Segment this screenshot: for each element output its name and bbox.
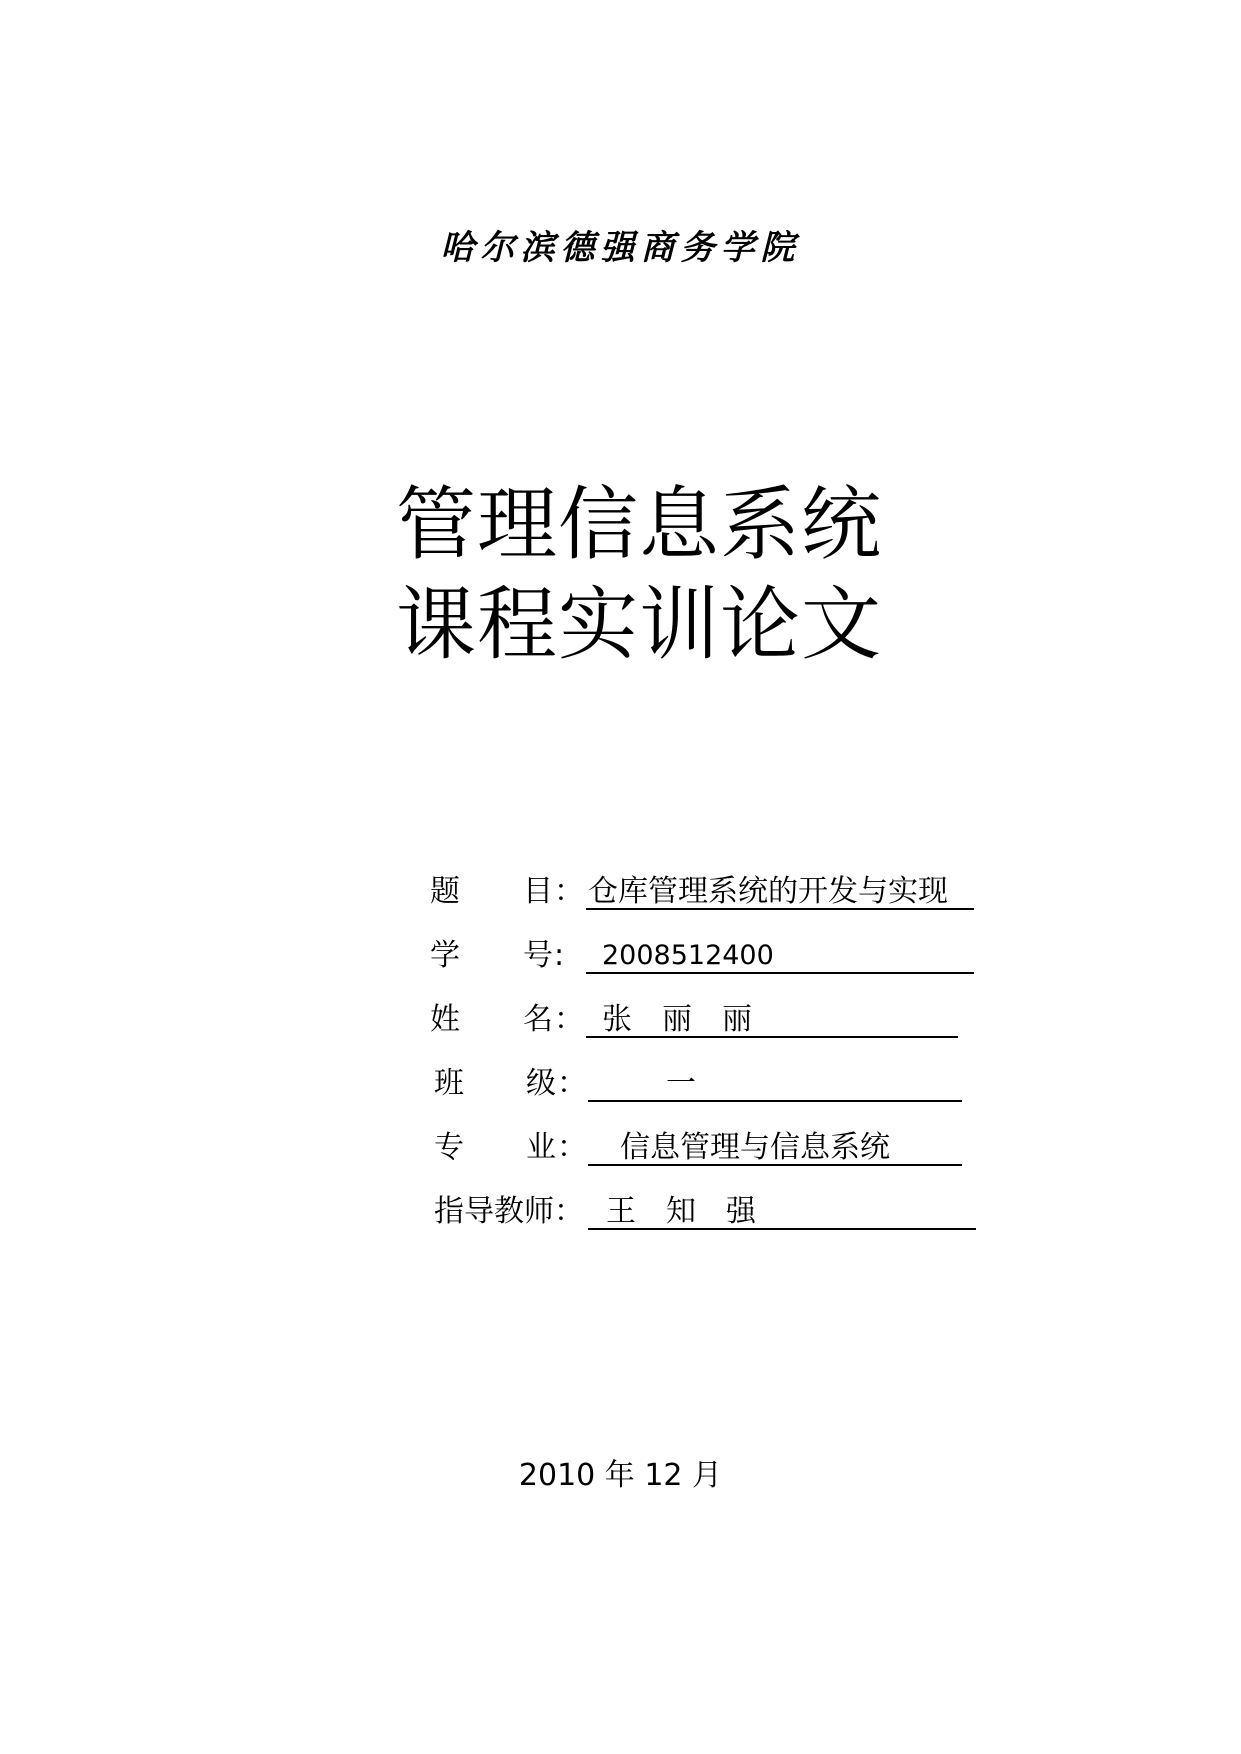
class-label-char-1: 班 [434,1066,464,1101]
student-id-label-char-2: 号 [523,938,553,973]
topic-value: 仓库管理系统的开发与实现 [586,870,974,910]
major-label-colon: ： [557,1130,587,1165]
title-line-1: 管理信息系统 [396,478,882,571]
major-value: 信息管理与信息系统 [588,1126,962,1166]
class-label-colon: ： [557,1066,587,1101]
class-label-char-2: 级 [526,1066,556,1101]
student-id-label-colon: : [554,938,565,973]
name-value: 张 丽 丽 [586,998,958,1038]
advisor-label: 指导教师： [434,1194,584,1229]
advisor-value: 王 知 强 [588,1190,976,1230]
info-row-name [430,998,990,1042]
name-label-colon: ： [554,1002,584,1037]
major-label-char-2: 业 [526,1130,556,1165]
info-row-topic [430,870,990,914]
topic-label-char-1: 题 [430,874,460,909]
name-label-char-2: 名 [523,1002,553,1037]
student-id-label-char-1: 学 [430,938,460,973]
info-row-major [430,1126,990,1170]
info-row-advisor [430,1190,990,1234]
title-line-2: 课程实训论文 [396,578,882,671]
class-value: 一 [588,1062,962,1102]
info-row-student-id [430,934,990,978]
submission-date: 2010 年 12 月 [518,1458,723,1493]
info-row-class [430,1062,990,1106]
student-id-value: 2008512400 [586,934,974,974]
topic-label-colon: ： [554,874,584,909]
major-label-char-1: 专 [434,1130,464,1165]
name-label-char-1: 姓 [430,1002,460,1037]
school-name: 哈尔滨德强商务学院 [440,228,801,268]
topic-label-char-2: 目 [523,874,553,909]
